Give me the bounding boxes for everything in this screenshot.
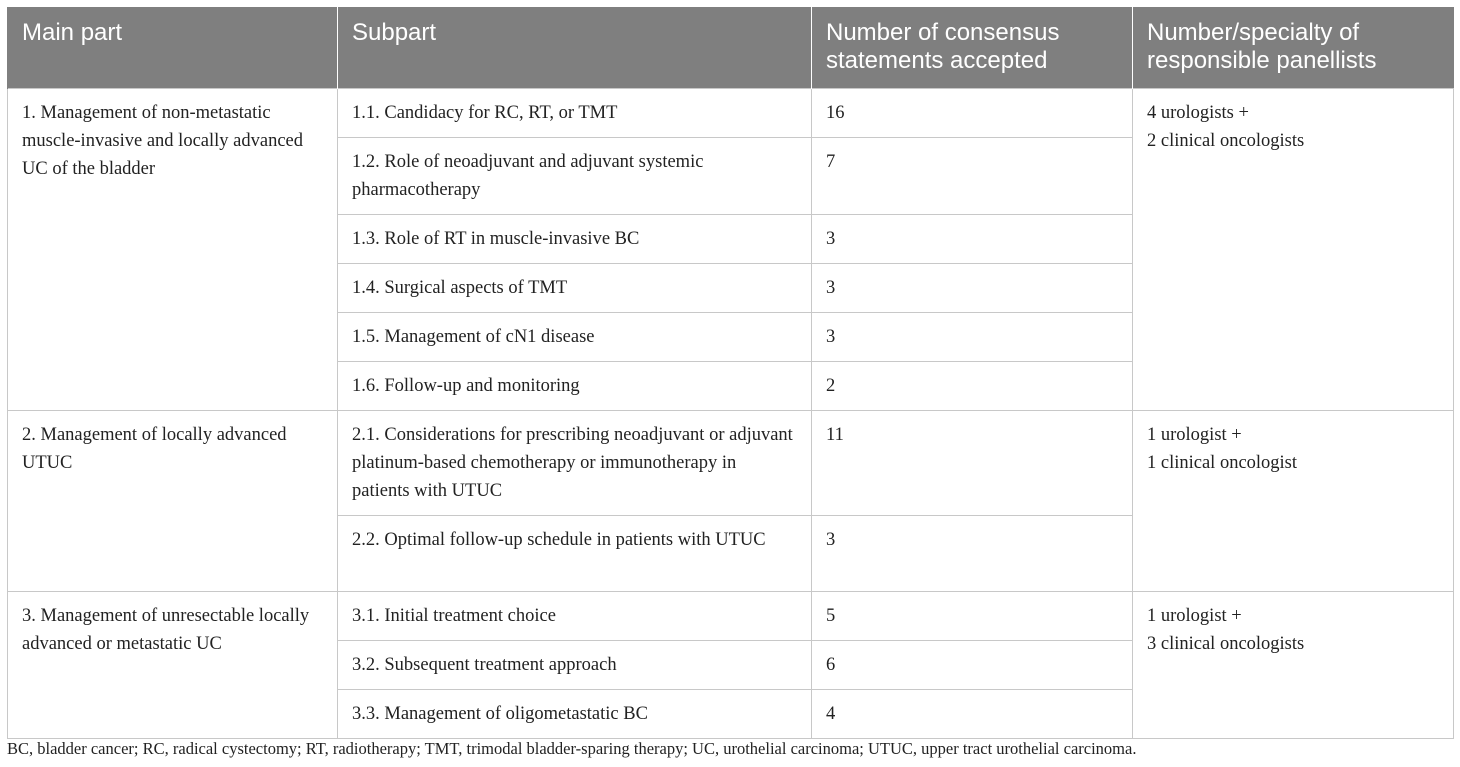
count-cell: 3 (812, 214, 1133, 263)
count-cell: 3 (812, 312, 1133, 361)
main-part-cell: 1. Management of non-metastatic muscle-invasive and locally advanced UC of the bladder (8, 88, 338, 410)
main-part-cell: 2. Management of locally advanced UTUC (8, 410, 338, 591)
panellists-line: 1 clinical oncologist (1147, 452, 1298, 473)
panellists-line: 1 urologist + (1147, 605, 1242, 626)
subpart-cell: 3.1. Initial treatment choice (338, 591, 812, 640)
count-cell: 5 (812, 591, 1133, 640)
panellists-line: 3 clinical oncologists (1147, 633, 1305, 654)
panellists-line: 4 urologists + (1147, 102, 1249, 123)
panellists-line: 2 clinical oncologists (1147, 130, 1305, 151)
table-row (8, 410, 1454, 515)
subpart-cell: 1.6. Follow-up and monitoring (338, 361, 812, 410)
count-cell: 2 (812, 361, 1133, 410)
header-main-part: Main part (8, 7, 338, 88)
header-panellists: Number/specialty of responsible panellists (1133, 7, 1454, 88)
panellists-cell (1133, 591, 1454, 738)
panellists-cell (1133, 410, 1454, 591)
header-statements: Number of consensus statements accepted (812, 7, 1133, 88)
table-row (8, 591, 1454, 640)
subpart-cell: 1.4. Surgical aspects of TMT (338, 263, 812, 312)
main-part-cell: 3. Management of unresectable locally advanced or metastatic UC (8, 591, 338, 738)
consensus-table (7, 7, 1454, 739)
subpart-cell: 2.2. Optimal follow-up schedule in patients with UTUC (338, 515, 812, 591)
count-cell: 11 (812, 410, 1133, 515)
panellists-line: 1 urologist + (1147, 424, 1242, 445)
count-cell: 6 (812, 640, 1133, 689)
subpart-cell: 3.2. Subsequent treatment approach (338, 640, 812, 689)
header-subpart: Subpart (338, 7, 812, 88)
count-cell: 3 (812, 515, 1133, 591)
subpart-cell: 1.3. Role of RT in muscle-invasive BC (338, 214, 812, 263)
count-cell: 16 (812, 88, 1133, 137)
subpart-cell: 1.1. Candidacy for RC, RT, or TMT (338, 88, 812, 137)
table-row (8, 88, 1454, 137)
subpart-cell: 3.3. Management of oligometastatic BC (338, 689, 812, 738)
count-cell: 3 (812, 263, 1133, 312)
count-cell: 7 (812, 137, 1133, 214)
subpart-cell: 1.5. Management of cN1 disease (338, 312, 812, 361)
subpart-cell: 1.2. Role of neoadjuvant and adjuvant systemic pharmacotherapy (338, 137, 812, 214)
table-footnote: BC, bladder cancer; RC, radical cystectomy; RT, radiotherapy; TMT, trimodal bladder-sparing therapy; UC, urothelial carcinoma; UTUC, upper tract urothelial carcinoma. (7, 739, 1137, 758)
panellists-cell (1133, 88, 1454, 410)
header-row (8, 7, 1454, 88)
count-cell: 4 (812, 689, 1133, 738)
subpart-cell: 2.1. Considerations for prescribing neoadjuvant or adjuvant platinum-based chemotherapy or immunotherapy in patients with UTUC (338, 410, 812, 515)
